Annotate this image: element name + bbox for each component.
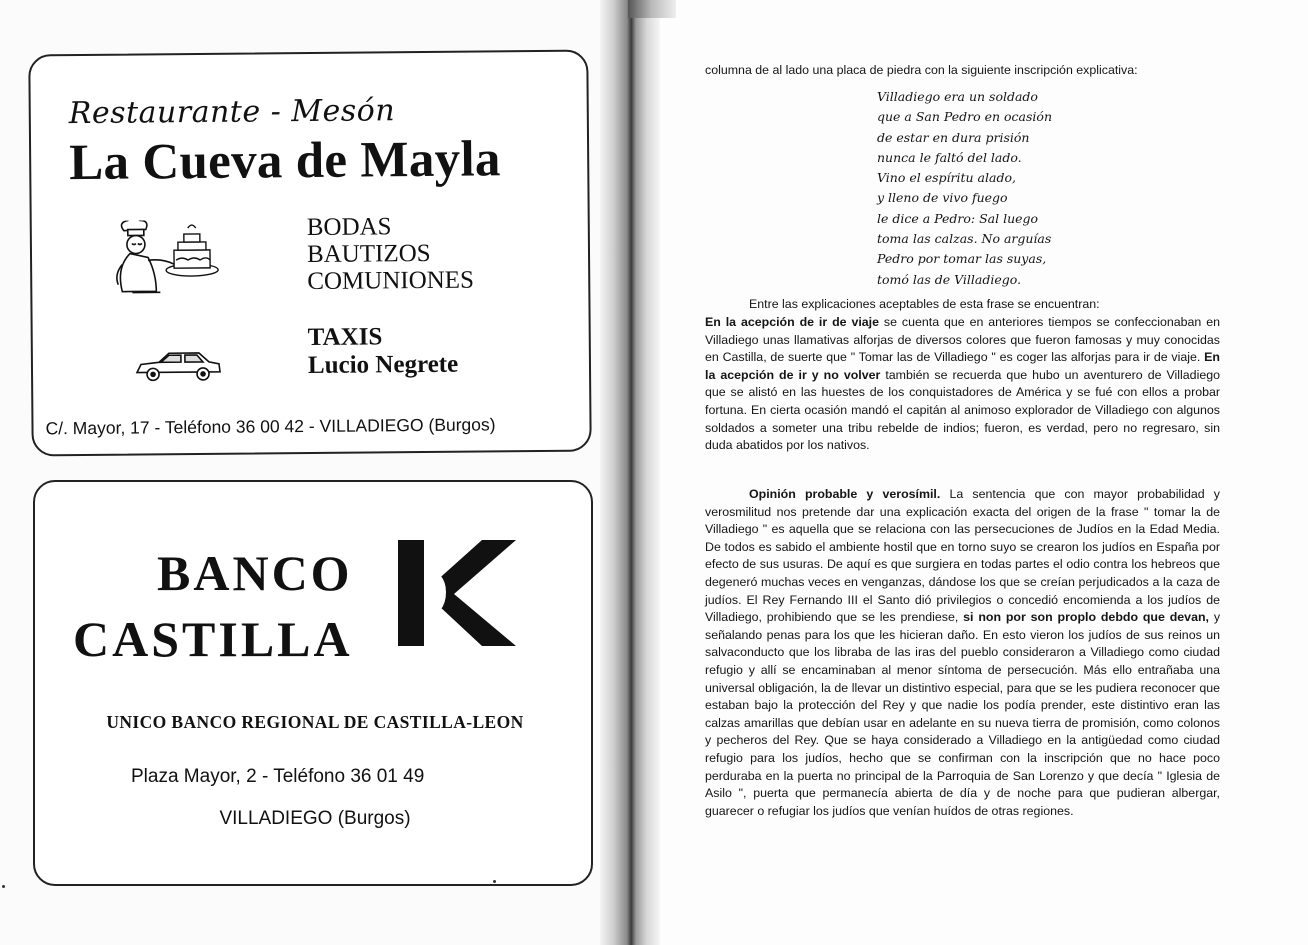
- poem-line: Pedro por tomar las suyas,: [877, 251, 1047, 267]
- poem-line: nunca le faltó del lado.: [877, 149, 1022, 165]
- taxi-name: Lucio Negrete: [307, 350, 459, 380]
- poem-line: Villadiego era un soldado: [877, 89, 1038, 104]
- paragraph-text: La sentencia que con mayor probabilidad y verosmilitud nos pretende dar una explicación exacta del origen de la frase " tomar la de Villadiego " es aquella que se relaciona con las persecuciones de Judíos en la Edad Media. De todos es sabido el ambiente hostil que en torno suyo se crearon los judíos en España por efecto de sus usuras. De aquí es que surgiera en todas partes el odio contra los hebreos que degeneró muchas veces en venganzas, dándose los que se creían perjudicados a la caza de judíos. El Rey Fernando III el Santo dió privilegios o concedió encomienda a los judíos de Villadiego, prohibiendo que se les prendiese,: [705, 487, 1220, 625]
- paragraph-text: también se recuerda que hubo un aventurero de Villadiego que se alistó en las huestes de los conquistadores de América y se fué con ellos a probar fortuna. En cierta ocasión mandó el capitán al animoso explorador de Villadiego con algunos soldados a someter una tribu rebelde de indios; fueron, es verdad, pero no regresaro, sin duda abatidos por los nativos.: [705, 367, 1220, 453]
- bank-address: Plaza Mayor, 2 - Teléfono 36 01 49: [131, 766, 425, 787]
- intro-line: columna de al lado una placa de piedra con la siguiente inscripción explicativa:: [705, 63, 1138, 77]
- paragraph-text: y señalando penas para los que les hicieran daño. En esto vieron los judíos de sus reinos un salvaconducto que los libraba de las iras del pueblo consideraron a Villadiego como ciudad refugio y allí se encaminaban al menor síntoma de persecución. Más ello entrañaba una universal obligación, la de llevar un distintivo especial, para que se les pudiera reconocer que estaban bajo la protección del Rey y que nadie los podía prender, este distintivo eran las calzas amarillas que debían usar en adelante en su nueva tierra de promisión, como colonos y pecheros del Rey. Que se haya considerado a Villadiego en la antigüedad como ciudad refugio para los judíos, hecho que se confirman con la inscripción que no hace poco perduraba en la puerta no principal de la Parroquia de San Lorenzo y que decía " Iglesia de Asilo ", puerta que permanecía abierta de día y de noche para que pudieran albergar, guarecer o refugiar los judíos que venían huídos de otras regiones.: [705, 610, 1221, 818]
- poem-line: toma las calzas. No arguías: [877, 231, 1052, 247]
- service-item: BODAS: [306, 213, 392, 242]
- print-speck: [2, 885, 5, 888]
- taxi-label: TAXIS: [307, 323, 383, 352]
- services-list: [307, 213, 474, 295]
- bank-name-line2: CASTILLA: [73, 611, 353, 667]
- right-page-content: [645, 0, 1308, 945]
- poem-line: y lleno de vivo fuego: [877, 190, 1008, 206]
- restaurant-name: La Cueva de Mayla: [68, 131, 501, 192]
- poem-line: que a San Pedro en ocasión: [877, 109, 1052, 125]
- bank-logo: [398, 540, 518, 646]
- paragraph-text: se cuenta que en anteriores tiempos se confeccionaban en Villadiego unas llamativas alforjas de diversos colores que fueron famosas y muy conocidas en Castilla, de suerte que " Tomar las de Villadiego " es coger las alforjas para ir de viaje.: [705, 315, 1220, 365]
- service-item: COMUNIONES: [307, 266, 475, 296]
- heading-opinion: Opinión probable y verosímil.: [749, 487, 941, 501]
- bank-city: VILLADIEGO (Burgos): [219, 808, 411, 829]
- paragraph-opinion: [705, 486, 1220, 820]
- service-item: BAUTIZOS: [306, 239, 431, 269]
- bank-ad: [33, 480, 593, 886]
- quoted-privilege: si non por son proplo debdo que devan,: [963, 610, 1209, 625]
- restaurant-ad: [28, 50, 591, 457]
- restaurant-address: C/. Mayor, 17 - Teléfono 36 00 42 - VILLADIEGO (Burgos): [45, 414, 496, 439]
- chef-icon: [102, 220, 253, 301]
- heading-travel: En la acepción de ir de viaje: [705, 315, 880, 329]
- print-speck: [493, 880, 496, 883]
- inscription-poem: [877, 87, 1052, 290]
- poem-line: de estar en dura prisión: [877, 129, 1030, 145]
- bank-tagline: UNICO BANCO REGIONAL DE CASTILLA-LEON: [106, 712, 524, 732]
- heading-no-return: En la acepción de ir y no volver: [705, 350, 1220, 382]
- car-icon: [133, 350, 223, 385]
- bank-name-line1: BANCO: [157, 545, 353, 601]
- poem-line: le dice a Pedro: Sal luego: [877, 210, 1039, 226]
- paragraph-explanations: Entre las explicaciones aceptables de esta frase se encuentran:: [749, 297, 1100, 311]
- paragraph-travel: [705, 314, 1220, 455]
- poem-line: tomó las de Villadiego.: [877, 271, 1022, 287]
- poem-line: Vino el espíritu alado,: [877, 170, 1016, 186]
- restaurant-type: Restaurante - Mesón: [68, 93, 396, 132]
